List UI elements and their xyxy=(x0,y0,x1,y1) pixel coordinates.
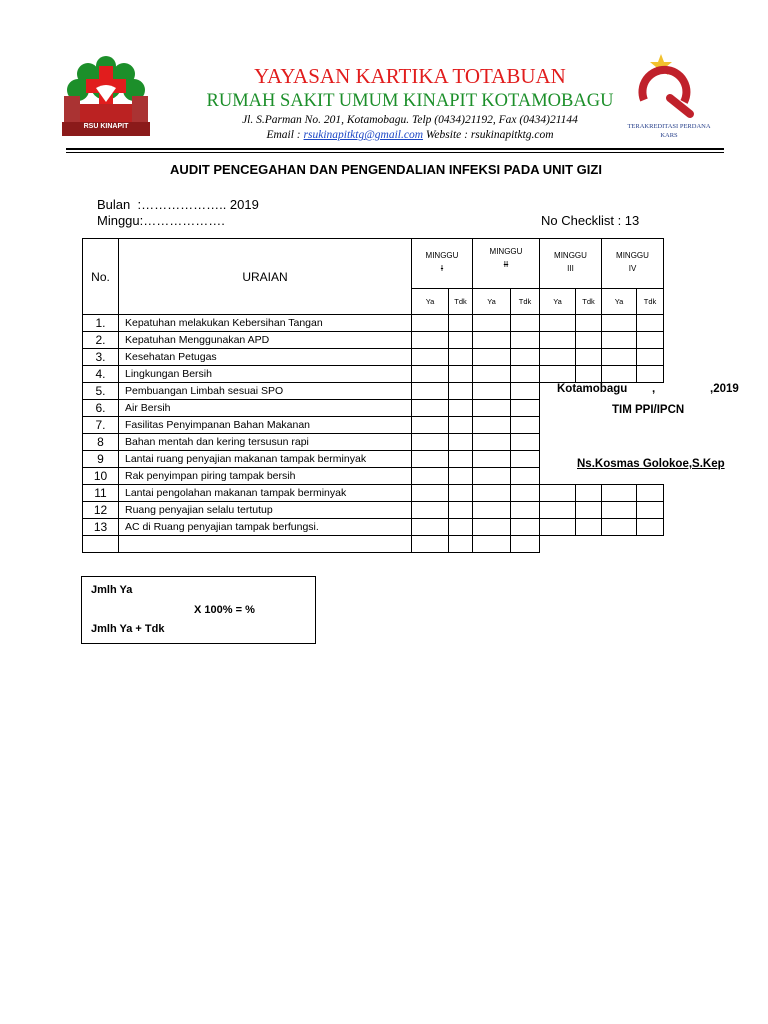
table-row: 5. Pembuangan Limbah sesuai SPO xyxy=(83,383,664,400)
hospital-logo-left xyxy=(58,52,154,142)
hospital-name: RUMAH SAKIT UMUM KINAPIT KOTAMOBAGU xyxy=(206,91,614,111)
website-label: Website : rsukinapitktg.com xyxy=(425,129,554,141)
signature-place: Kotamobagu xyxy=(557,383,628,395)
header-week-4: MINGGU IV xyxy=(602,239,664,289)
formula-denominator: Jmlh Ya + Tdk xyxy=(91,623,165,635)
table-row: 12 Ruang penyajian selalu tertutup xyxy=(83,502,664,519)
email-link[interactable]: rsukinapitktg@gmail.com xyxy=(303,129,424,141)
week-line: Minggu:………………. xyxy=(97,213,225,228)
email-label: Email : xyxy=(266,129,301,141)
header-rule-thin xyxy=(66,152,724,153)
kars-text: KARS xyxy=(660,132,678,139)
signature-year: ,2019 xyxy=(710,383,739,395)
header-ya-w1: Ya xyxy=(412,289,449,315)
header-rule xyxy=(66,148,724,150)
accreditation-text: TERAKREDITASI PERDANA xyxy=(627,123,711,130)
formula-numerator: Jmlh Ya xyxy=(91,584,133,596)
checklist-table xyxy=(82,238,664,553)
hospital-address: Jl. S.Parman No. 201, Kotamobagu. Telp (0434)21192, Fax (0434)21144 xyxy=(242,114,578,126)
document-title: AUDIT PENCEGAHAN DAN PENGENDALIAN INFEKSI PADA UNIT GIZI xyxy=(170,162,602,177)
table-row: 7. Fasilitas Penyimpanan Bahan Makanan xyxy=(83,417,664,434)
formula-multiplier: X 100% = % xyxy=(194,604,255,616)
table-row: 13 AC di Ruang penyajian tampak berfungsi. xyxy=(83,519,664,536)
table-row: 3. Kesehatan Petugas xyxy=(83,349,664,366)
header-tdk-w3: Tdk xyxy=(576,289,602,315)
table-row: 4. Lingkungan Bersih xyxy=(83,366,664,383)
header-ya-w2: Ya xyxy=(473,289,511,315)
table-row: 10 Rak penyimpan piring tampak bersih xyxy=(83,468,664,485)
header-tdk-w2: Tdk xyxy=(511,289,540,315)
header-uraian: URAIAN xyxy=(119,239,412,315)
org-name: YAYASAN KARTIKA TOTABUAN xyxy=(254,64,566,88)
table-row: 11 Lantai pengolahan makanan tampak berminyak xyxy=(83,485,664,502)
table-row: 6. Air Bersih xyxy=(83,400,664,417)
formula-box xyxy=(81,576,316,644)
header-ya-w4: Ya xyxy=(602,289,637,315)
header-week-1: MINGGU I xyxy=(412,239,473,289)
table-row: 2. Kepatuhan Menggunakan APD xyxy=(83,332,664,349)
month-line xyxy=(97,197,259,212)
month-label: Bulan xyxy=(97,197,131,212)
month-value: :……………….. 2019 xyxy=(137,197,259,212)
signature-team: TIM PPI/IPCN xyxy=(612,404,685,416)
header-tdk-w4: Tdk xyxy=(637,289,664,315)
accreditation-logo xyxy=(627,52,711,144)
table-row: 8 Bahan mentah dan kering tersusun rapi xyxy=(83,434,664,451)
table-row xyxy=(83,536,664,553)
header-ya-w3: Ya xyxy=(540,289,576,315)
logo-left-text: RSU KINAPIT xyxy=(83,123,129,130)
checklist-number: No Checklist : 13 xyxy=(541,213,640,228)
header-week-3: MINGGU III xyxy=(540,239,602,289)
signature-comma: , xyxy=(652,383,656,395)
header-week-2: MINGGU II xyxy=(473,239,540,289)
table-row: 9 Lantai ruang penyajian makanan tampak berminyak xyxy=(83,451,664,468)
signature-name: Ns.Kosmas Golokoe,S.Kep xyxy=(577,458,725,470)
table-row: 1. Kepatuhan melakukan Kebersihan Tangan xyxy=(83,315,664,332)
contact-line xyxy=(150,129,670,141)
header-no: No. xyxy=(83,239,119,315)
header-tdk-w1: Tdk xyxy=(449,289,473,315)
